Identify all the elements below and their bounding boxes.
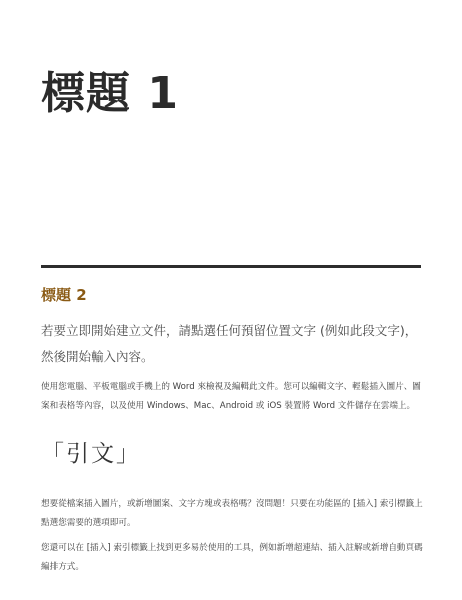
body-paragraph-2[interactable]: 想要從檔案插入圖片，或新增圖案、文字方塊或表格嗎？沒問題！只要在功能區的 [插入] 索引標籤上點選您需要的選項即可。 xyxy=(41,499,423,528)
horizontal-rule xyxy=(41,265,421,268)
heading-1[interactable]: 標題 1 xyxy=(41,68,179,119)
heading-2[interactable]: 標題 2 xyxy=(41,286,87,304)
quote-text[interactable]: 「引文」 xyxy=(41,441,141,467)
body-paragraph-3[interactable]: 您還可以在 [插入] 索引標籤上找到更多易於使用的工具，例如新增超連結、插入註解或新增自動頁碼編排方式。 xyxy=(41,543,423,572)
lead-paragraph[interactable]: 若要立即開始建立文件，請點選任何預留位置文字 (例如此段文字)，然後開始輸入內容。 xyxy=(41,323,418,364)
body-paragraph-1[interactable]: 使用您電腦、平板電腦或手機上的 Word 來檢視及編輯此文件。您可以編輯文字、輕鬆插入圖片、圖案和表格等內容，以及使用 Windows、Mac、Android 或 iOS 裝置將 Word 文件儲存在雲端上。 xyxy=(41,382,421,411)
